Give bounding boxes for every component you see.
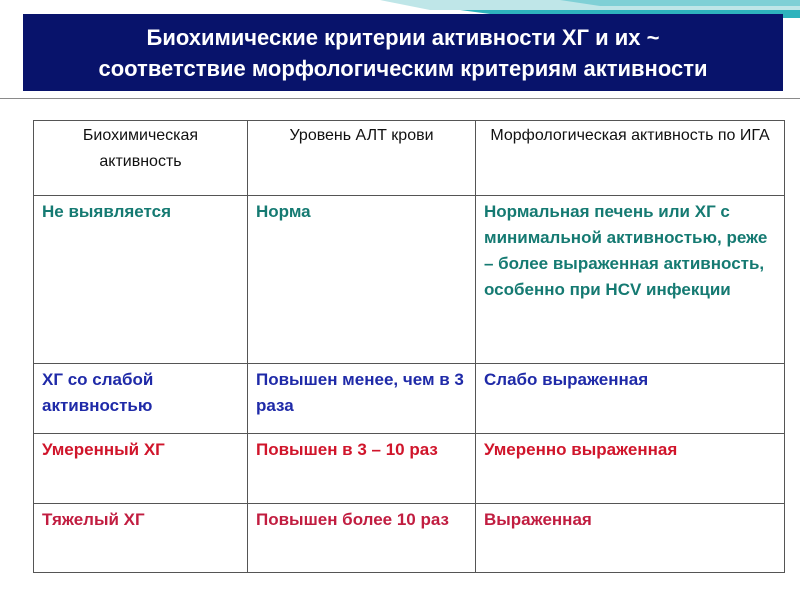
cell-alt-level: Повышен более 10 раз	[248, 504, 476, 573]
header-alt-level: Уровень АЛТ крови	[248, 121, 476, 196]
cell-morphology: Умеренно выраженная	[476, 434, 785, 504]
cell-activity: Умеренный ХГ	[34, 434, 248, 504]
header-morphological-activity: Морфологическая активность по ИГА	[476, 121, 785, 196]
table-row	[34, 434, 785, 504]
table-row	[34, 504, 785, 573]
cell-morphology: Слабо выраженная	[476, 364, 785, 434]
slide-title-banner	[23, 14, 783, 91]
cell-morphology: Выраженная	[476, 504, 785, 573]
header-biochemical-activity: Биохимическая активность	[34, 121, 248, 196]
table-row	[34, 364, 785, 434]
table-row	[34, 196, 785, 364]
cell-activity: Тяжелый ХГ	[34, 504, 248, 573]
slide-title-line-2: соответствие морфологическим критериям активности	[98, 55, 708, 81]
slide-title-line-1: Биохимические критерии активности ХГ и их ~	[146, 24, 660, 50]
cell-alt-level: Норма	[248, 196, 476, 364]
cell-morphology: Нормальная печень или ХГ с минимальной активностью, реже – более выраженная активность, особенно при HCV инфекции	[476, 196, 785, 364]
cell-alt-level: Повышен менее, чем в 3 раза	[248, 364, 476, 434]
cell-alt-level: Повышен в 3 – 10 раз	[248, 434, 476, 504]
table-header-row	[34, 121, 785, 196]
divider-line	[0, 98, 800, 99]
activity-criteria-table	[33, 120, 785, 573]
cell-activity: Не выявляется	[34, 196, 248, 364]
cell-activity: ХГ со слабой активностью	[34, 364, 248, 434]
